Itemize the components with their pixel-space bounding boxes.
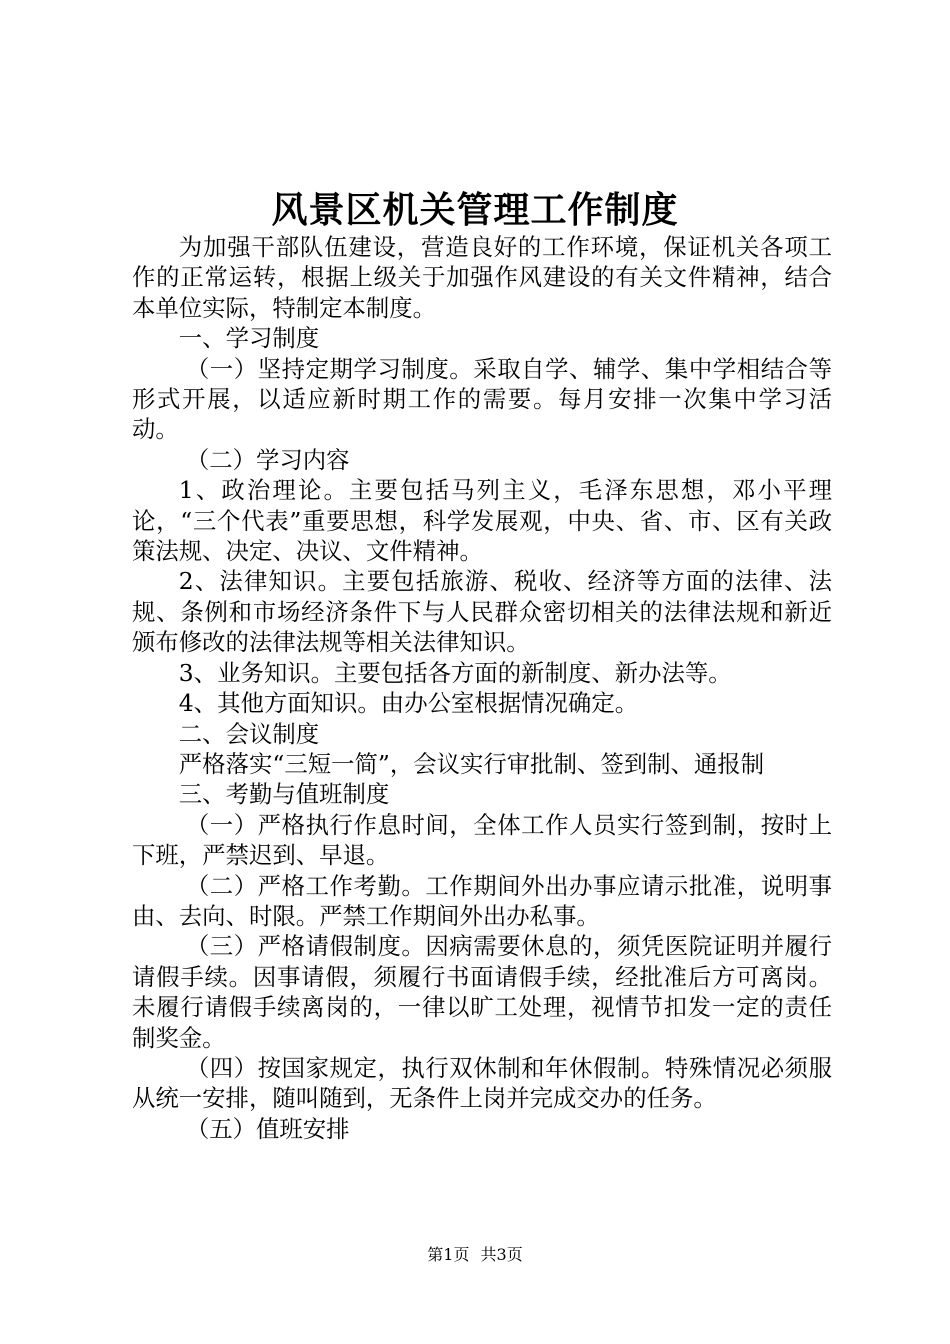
document-body <box>132 232 832 1144</box>
attendance-hours-paragraph: （一）严格执行作息时间，全体工作人员实行签到制，按时上下班，严禁迟到、早退。 <box>132 810 832 870</box>
study-business-paragraph: 3、业务知识。主要包括各方面的新制度、新办法等。 <box>178 658 732 687</box>
intro-paragraph: 为加强干部队伍建设，营造良好的工作环境，保证机关各项工作的正常运转，根据上级关于加强作风建设的有关文件精神，结合本单位实际，特制定本制度。 <box>132 233 832 322</box>
duty-arrangement-heading: （五）值班安排 <box>185 1114 350 1143</box>
page-footer <box>0 1245 950 1265</box>
section-heading-attendance: 三、考勤与值班制度 <box>178 780 390 809</box>
meeting-paragraph: 严格落实“三短一简”，会议实行审批制、签到制、通报制 <box>178 749 765 778</box>
page-number: 第1页 <box>427 1245 470 1264</box>
study-politics-paragraph: 1、政治理论。主要包括马列主义，毛泽东思想，邓小平理论，“三个代表”重要思想，科学发展观，中央、省、市、区有关政策法规、决定、决议、文件精神。 <box>132 476 832 566</box>
study-content-heading: （二）学习内容 <box>185 445 350 474</box>
page-total: 共3页 <box>480 1245 523 1264</box>
study-law-paragraph: 2、法律知识。主要包括旅游、税收、经济等方面的法律、法规、条例和市场经济条件下与人民群众密切相关的法律法规和新近颁布修改的法律法规等相关法律知识。 <box>132 567 832 657</box>
document-title: 风景区机关管理工作制度 <box>271 189 679 231</box>
attendance-leave-paragraph: （三）严格请假制度。因病需要休息的，须凭医院证明并履行请假手续。因事请假，须履行书面请假手续，经批准后方可离岗。未履行请假手续离岗的，一律以旷工处理，视情节扣发一定的责任制奖金。 <box>132 932 832 1052</box>
section-heading-meeting: 二、会议制度 <box>178 719 320 748</box>
attendance-holiday-paragraph: （四）按国家规定，执行双休制和年休假制。特殊情况必须服从统一安排，随叫随到，无条件上岗并完成交办的任务。 <box>132 1053 832 1113</box>
section-heading-study: 一、学习制度 <box>178 324 320 353</box>
attendance-check-paragraph: （二）严格工作考勤。工作期间外出办事应请示批准，说明事由、去向、时限。严禁工作期间外出办私事。 <box>132 871 832 930</box>
study-regular-paragraph: （一）坚持定期学习制度。采取自学、辅学、集中学相结合等形式开展，以适应新时期工作的需要。每月安排一次集中学习活动。 <box>132 354 832 444</box>
study-other-paragraph: 4、其他方面知识。由办公室根据情况确定。 <box>178 689 639 718</box>
